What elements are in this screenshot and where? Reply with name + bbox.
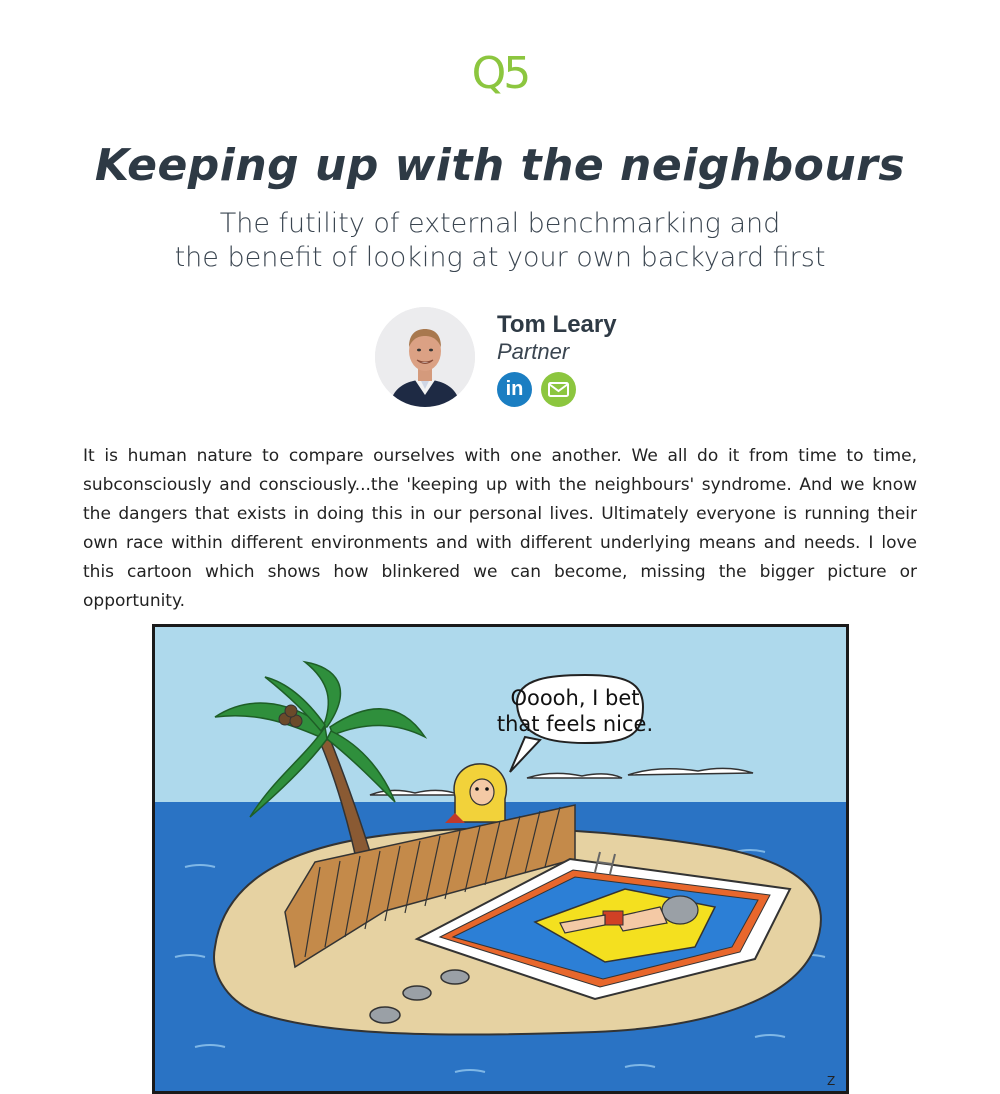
cartoon-illustration: [152, 624, 849, 1094]
speech-line-2: that feels nice.: [496, 712, 654, 736]
article-title: Keeping up with the neighbours: [94, 140, 906, 191]
subtitle-line-2: the benefit of looking at your own backyard first: [174, 242, 826, 273]
author-avatar: [375, 307, 475, 407]
article-subtitle: [0, 207, 1000, 275]
author-portrait: [375, 307, 475, 407]
author-role: Partner: [497, 339, 570, 364]
author-name: Tom Leary: [497, 311, 617, 338]
subtitle-line-1: The futility of external benchmarking and: [219, 208, 781, 239]
speech-line-1: Ooooh, I bet: [510, 686, 640, 710]
q5-logo[interactable]: Q5: [471, 48, 529, 99]
mail-icon[interactable]: [541, 372, 576, 407]
envelope-icon: [541, 372, 576, 407]
linkedin-icon[interactable]: in: [497, 372, 532, 407]
artist-signature: Z: [827, 1074, 836, 1088]
article-body: It is human nature to compare ourselves with one another. We all do it from time to time, subconsciously and consciously...the 'keeping up with the neighbours' syndrome. And we know the dangers that exists in doing this in our personal lives. Ultimately everyone is running their own race within different environments and with different underlying means and needs. I love this cartoon which shows how blinkered we can become, missing the bigger picture or opportunity.: [83, 446, 917, 611]
island-cartoon: [155, 627, 846, 1091]
